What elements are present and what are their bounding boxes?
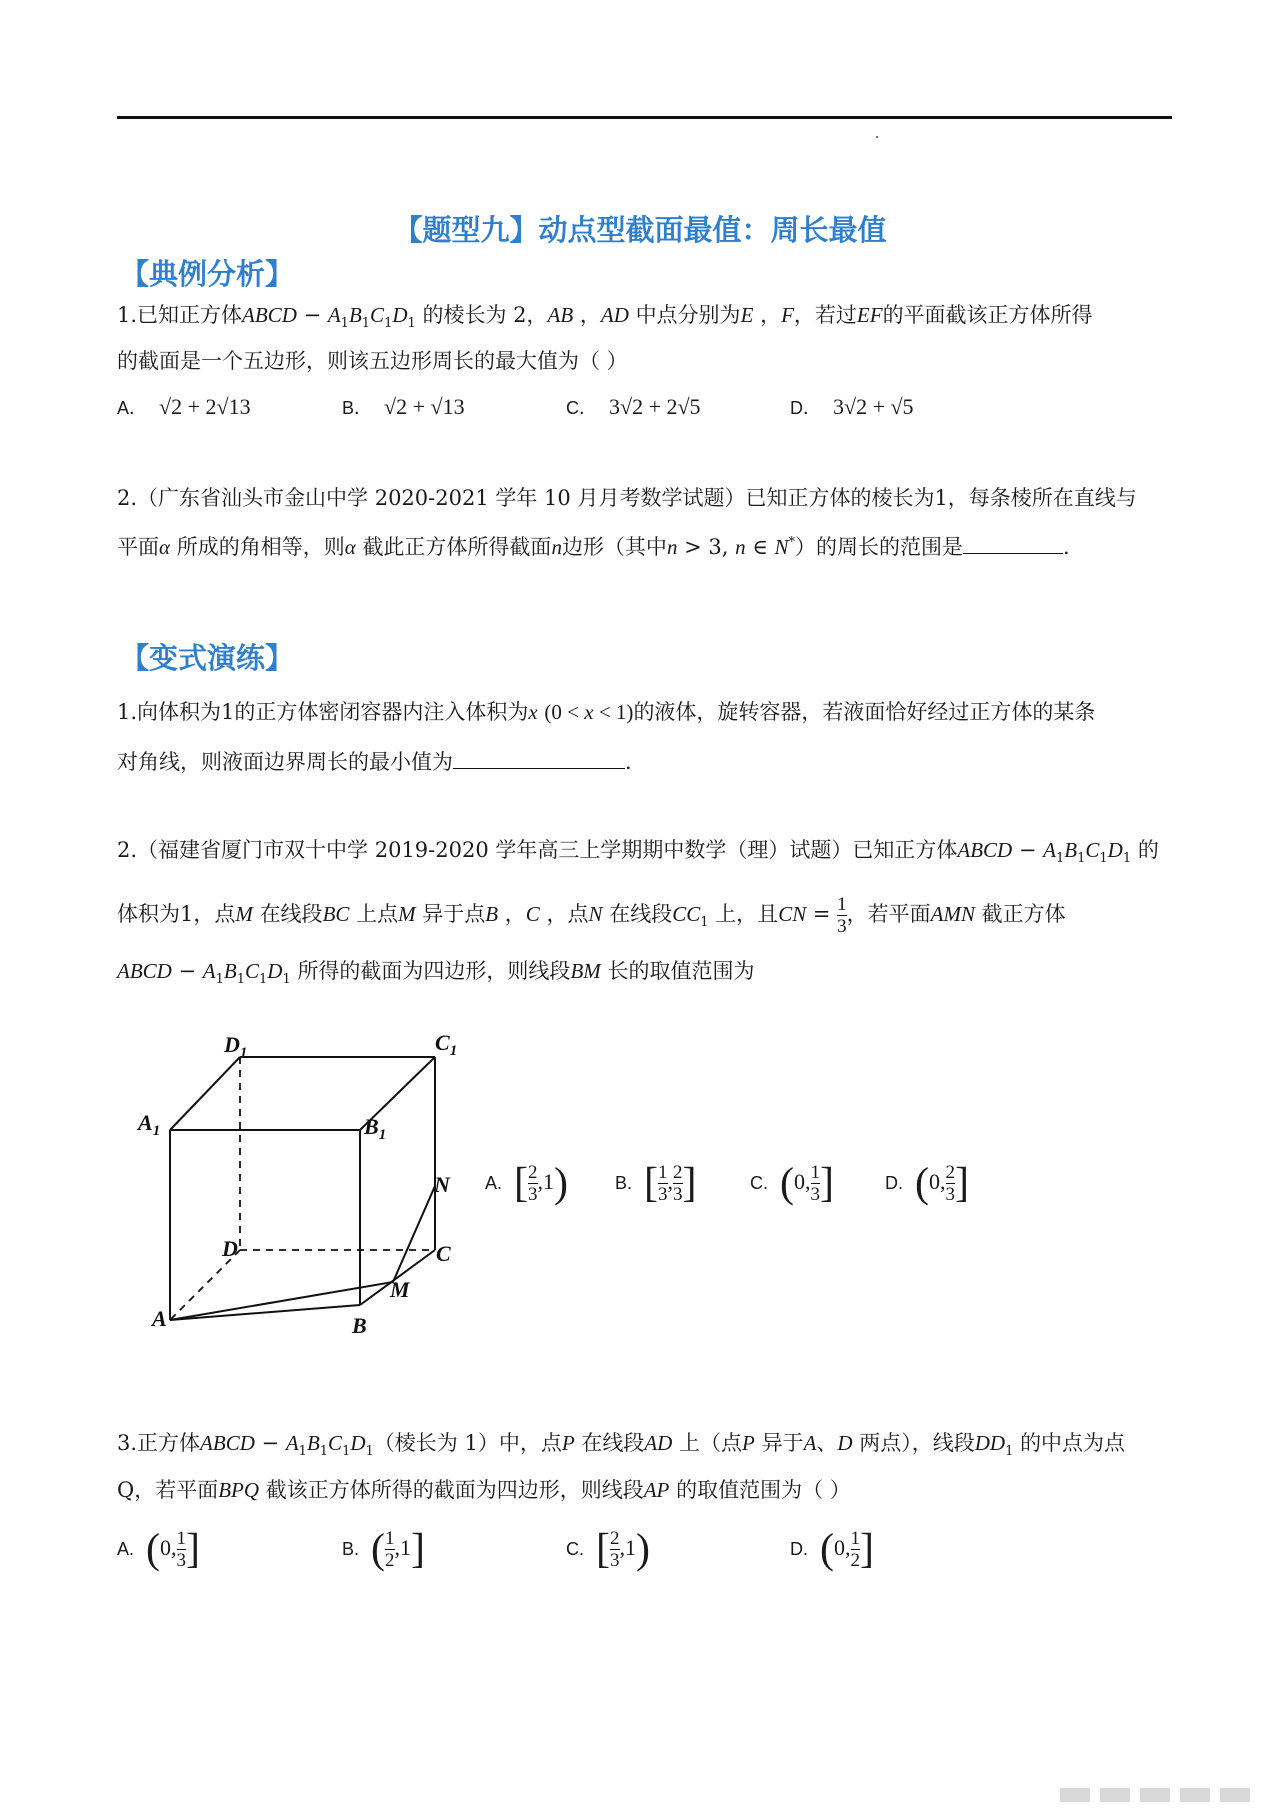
variant-2-line-1: 2.（福建省厦门市双十中学 2019-2020 学年高三上学期期中数学（理）试题）已知正方体ABCD − $A_1B_1C_1D_1$ 的 <box>117 838 1159 867</box>
ex1-option-d[interactable]: D． 3√2 + √5 <box>790 394 914 419</box>
var2-option-c[interactable]: C. (0, $\frac{1}{3}$ ] <box>750 1160 834 1207</box>
ex1-option-b[interactable]: B． √2 + √13 <box>342 394 465 419</box>
header-rule <box>117 116 1172 119</box>
label-d1: $D_1$ <box>224 1032 248 1061</box>
label-n: N <box>434 1172 450 1197</box>
label-c: C <box>436 1241 451 1266</box>
label-b1: $B_1$ <box>364 1114 387 1143</box>
page-title: 【题型九】动点型截面最值：周长最值 <box>393 213 887 247</box>
variant-2-line-2: 体积为1，点M 在线段BC 上点M 异于点B ，C ，点N 在线段$CC_1$ 上，且CN = $\frac{1}{3}$ ，若平面AMN 截正方体 <box>117 894 1066 937</box>
ex1-text-e: 的平面截该正方体所得 <box>882 303 1093 327</box>
answer-blank[interactable] <box>963 531 1063 554</box>
ex1-text-a: 1.已知正方体 <box>117 303 243 327</box>
watermark-mark <box>1060 1782 1260 1806</box>
ex1-text-c: 中点分别为 <box>635 303 741 327</box>
ex1-option-c[interactable]: C． 3√2 + 2√5 <box>566 394 701 419</box>
var3-option-a[interactable]: A. (0, $\frac{1}{3}$ ] <box>117 1526 201 1573</box>
label-c1: $C_1$ <box>435 1030 458 1059</box>
variant-1-line-1: 1.向体积为1的正方体密闭容器内注入体积为x (0 < x < 1)的液体，旋转容器，若液面恰好经过正方体的某条 <box>117 700 1096 724</box>
var2-option-d[interactable]: D. (0, $\frac{2}{3}$ ] <box>885 1160 969 1207</box>
answer-blank[interactable] <box>453 746 625 769</box>
variant-2-line-3: ABCD − $A_1B_1C_1D_1$ 所得的截面为四边形，则线段BM 长的取值范围为 <box>117 959 755 988</box>
var2-option-b[interactable]: B. [ $\frac{1}{3}$ , $\frac{2}{3}$ ] <box>615 1160 697 1207</box>
label-a1: $A_1$ <box>138 1110 161 1139</box>
example-1-line-2: 的截面是一个五边形，则该五边形周长的最大值为（ ） <box>117 349 628 373</box>
variant-3-line-1: 3.正方体ABCD − $A_1B_1C_1D_1$（棱长为 1）中，点P 在线段AD 上（点P 异于A、D 两点），线段$DD_1$ 的中点为点 <box>117 1431 1126 1460</box>
example-2-line-2: 平面α 所成的角相等，则α 截此正方体所得截面n边形（其中n > 3, n ∈ N*）的周长的范围是 . <box>117 528 1070 562</box>
var3-option-d[interactable]: D. (0, $\frac{1}{2}$ ] <box>790 1526 874 1573</box>
ex1-text-b: 的棱长为 2， <box>422 303 548 327</box>
variant-3-line-2: Q，若平面BPQ 截该正方体所得的截面为四边形，则线段AP 的取值范围为（ ） <box>117 1478 851 1502</box>
section-variants-heading: 【变式演练】 <box>120 641 295 675</box>
ex1-text-d: ，若过 <box>793 303 857 327</box>
example-2-line-1: 2.（广东省汕头市金山中学 2020-2021 学年 10 月月考数学试题）已知正方体的棱长为1，每条棱所在直线与 <box>117 486 1137 510</box>
ex1-option-a[interactable]: A． √2 + 2√13 <box>117 394 251 419</box>
label-b: B <box>352 1313 367 1338</box>
speck <box>876 136 878 138</box>
label-d: D <box>222 1236 238 1261</box>
var2-option-a[interactable]: A. [ $\frac{2}{3}$ ,1) <box>485 1160 569 1207</box>
section-examples-heading: 【典例分析】 <box>120 257 295 291</box>
example-1-line-1: 1.已知正方体ABCD − $A_1B_1C_1D_1$ 的棱长为 2，AB ，AD 中点分别为E ，F，若过EF的平面截该正方体所得 <box>117 303 1093 332</box>
cube-figure <box>130 1020 470 1350</box>
label-m: M <box>390 1277 410 1302</box>
variant-1-line-2: 对角线，则液面边界周长的最小值为 . <box>117 746 632 777</box>
var3-option-b[interactable]: B. ( $\frac{1}{2}$ ,1] <box>342 1526 426 1573</box>
var3-option-c[interactable]: C. [ $\frac{2}{3}$ ,1) <box>566 1526 650 1573</box>
label-a: A <box>152 1306 167 1331</box>
